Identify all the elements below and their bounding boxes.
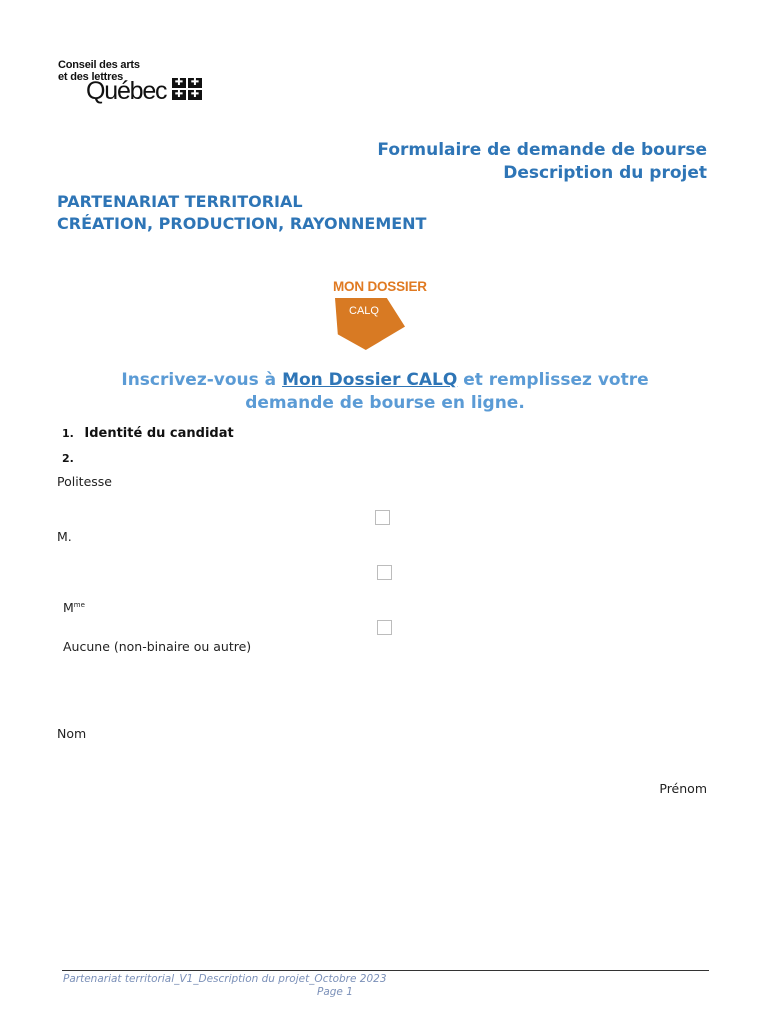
option-mme-label-sup: me: [73, 600, 85, 609]
form-title: [207, 139, 707, 185]
registration-call-to-action: [60, 369, 710, 415]
option-mme-checkbox[interactable]: [377, 565, 392, 580]
cta-line-2: demande de bourse en ligne.: [245, 393, 525, 413]
mon-dossier-badge-text: CALQ: [349, 305, 379, 317]
mon-dossier-label: MON DOSSIER: [333, 279, 427, 294]
footer-page-number: Page 1: [317, 986, 353, 998]
quebec-flag-icon: ✚ ✚ ✚ ✚: [172, 78, 202, 100]
section-2-number: 2.: [62, 452, 74, 465]
prenom-label: Prénom: [659, 781, 707, 796]
calq-logo: [58, 59, 208, 104]
option-mme-label-text: M: [63, 600, 74, 615]
option-aucune-label: Aucune (non-binaire ou autre): [63, 639, 252, 654]
cta-suffix: et remplissez votre: [457, 370, 649, 390]
section-1-number: 1.: [62, 427, 74, 440]
section-1: [62, 426, 234, 441]
option-mme-label: [63, 600, 85, 615]
footer-divider: [62, 970, 709, 971]
form-title-line-1: Formulaire de demande de bourse: [377, 140, 707, 160]
cta-prefix: Inscrivez-vous à: [121, 370, 283, 390]
politesse-label: Politesse: [57, 474, 112, 489]
program-title: [57, 191, 426, 235]
option-aucune-checkbox[interactable]: [377, 620, 392, 635]
section-2: [62, 451, 74, 466]
mon-dossier-logo[interactable]: [333, 279, 433, 354]
option-m-checkbox[interactable]: [375, 510, 390, 525]
logo-line-1: Conseil des arts: [58, 59, 140, 71]
program-title-line-1: PARTENARIAT TERRITORIAL: [57, 192, 303, 211]
program-title-line-2: CRÉATION, PRODUCTION, RAYONNEMENT: [57, 214, 427, 233]
form-title-line-2: Description du projet: [503, 163, 707, 183]
footer-doc-name: Partenariat territorial_V1_Description du projet_Octobre 2023: [63, 973, 387, 985]
option-m-label: M.: [57, 529, 72, 544]
mon-dossier-link[interactable]: Mon Dossier CALQ: [282, 370, 458, 390]
nom-label: Nom: [57, 726, 87, 741]
logo-line-2: et des lettres: [58, 71, 124, 83]
logo-wordmark: Québec: [86, 77, 167, 105]
section-1-title: Identité du candidat: [84, 426, 234, 441]
